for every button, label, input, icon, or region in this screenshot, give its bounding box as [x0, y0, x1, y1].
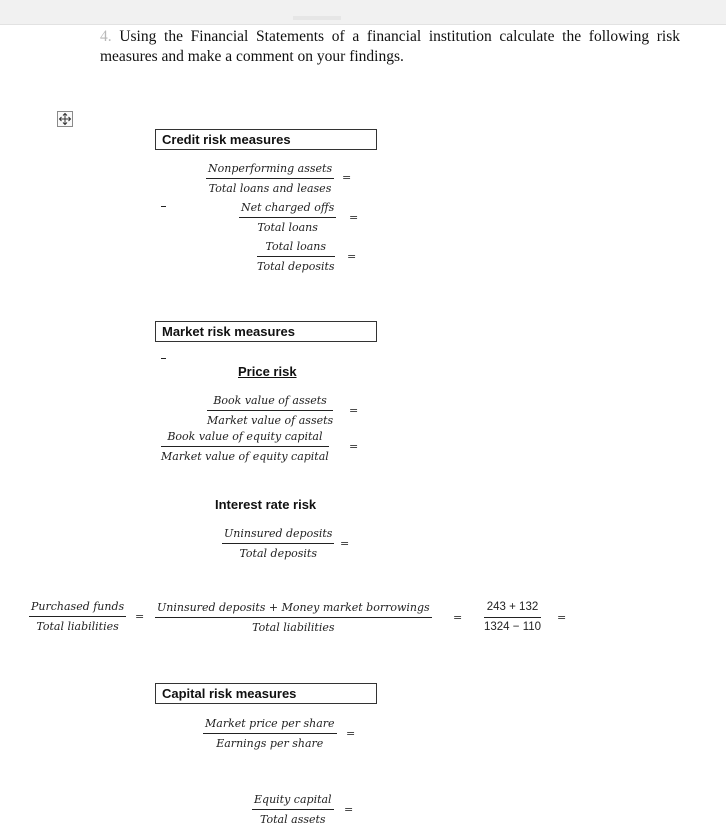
list-number: 4. — [100, 28, 112, 45]
fraction-numerator: Total loans — [257, 238, 335, 257]
equals-sign: = — [340, 537, 350, 550]
equals-sign: = — [344, 803, 354, 816]
question-text: Using the Financial Statements of a financial institution calculate the following risk measures and make a comment on your findings. — [100, 28, 681, 65]
price-risk-subheading: Price risk — [238, 364, 297, 379]
fraction-numerator: Net charged offs — [239, 199, 336, 218]
fraction-denominator: Total liabilities — [252, 621, 335, 634]
fraction-numerator: Book value of equity capital — [161, 428, 329, 447]
nonperforming-assets-ratio — [206, 160, 334, 197]
equals-sign: = — [349, 211, 359, 224]
fraction-denominator: 1324 − 110 — [484, 621, 542, 633]
fraction-numerator: Uninsured deposits — [222, 525, 334, 544]
fraction-numerator: Equity capital — [252, 791, 334, 810]
fraction-numerator: Book value of assets — [207, 392, 333, 411]
capital-risk-heading: Capital risk measures — [155, 683, 377, 704]
credit-risk-heading: Credit risk measures — [155, 129, 377, 150]
equals-sign: = — [342, 171, 352, 184]
equals-sign: = — [453, 611, 463, 624]
equals-sign: = — [349, 404, 359, 417]
fraction-denominator: Total deposits — [239, 547, 317, 560]
book-to-market-assets-ratio — [207, 392, 333, 429]
document-top-bar — [0, 0, 726, 25]
book-to-market-equity-ratio — [161, 428, 329, 465]
fraction-denominator: Market value of equity capital — [161, 450, 329, 463]
loans-to-deposits-ratio — [257, 238, 335, 275]
bullet-dash — [161, 358, 166, 359]
fraction-numerator: Market price per share — [203, 715, 337, 734]
equals-sign: = — [347, 250, 357, 263]
market-risk-heading: Market risk measures — [155, 321, 377, 342]
fraction-denominator: Earnings per share — [216, 737, 324, 750]
equals-sign: = — [135, 610, 145, 623]
question-paragraph — [100, 27, 680, 67]
fraction-denominator: Market value of assets — [207, 414, 334, 427]
fraction-denominator: Total liabilities — [36, 620, 119, 633]
price-earnings-ratio — [203, 715, 337, 752]
interest-rate-risk-subheading: Interest rate risk — [215, 497, 317, 512]
fraction-denominator: Total deposits — [257, 260, 335, 273]
equals-sign: = — [346, 727, 356, 740]
fraction-denominator: Total assets — [260, 813, 326, 826]
purchased-funds-ratio — [29, 598, 126, 635]
equity-to-assets-ratio — [252, 791, 334, 828]
fraction-numerator: 243 + 132 — [484, 599, 541, 618]
purchased-funds-expanded-ratio — [155, 599, 432, 636]
equals-sign: = — [349, 440, 359, 453]
ruler-mark — [293, 16, 341, 20]
uninsured-deposits-ratio — [222, 525, 334, 562]
equals-sign: = — [557, 611, 567, 624]
purchased-funds-numeric-ratio — [484, 599, 541, 636]
table-move-handle-icon[interactable] — [57, 111, 73, 127]
fraction-numerator: Uninsured deposits + Money market borrowings — [155, 599, 432, 618]
fraction-numerator: Purchased funds — [29, 598, 126, 617]
net-charged-offs-ratio — [239, 199, 336, 236]
fraction-denominator: Total loans and leases — [208, 182, 332, 195]
bullet-dash — [161, 206, 166, 207]
fraction-denominator: Total loans — [257, 221, 318, 234]
fraction-numerator: Nonperforming assets — [206, 160, 334, 179]
